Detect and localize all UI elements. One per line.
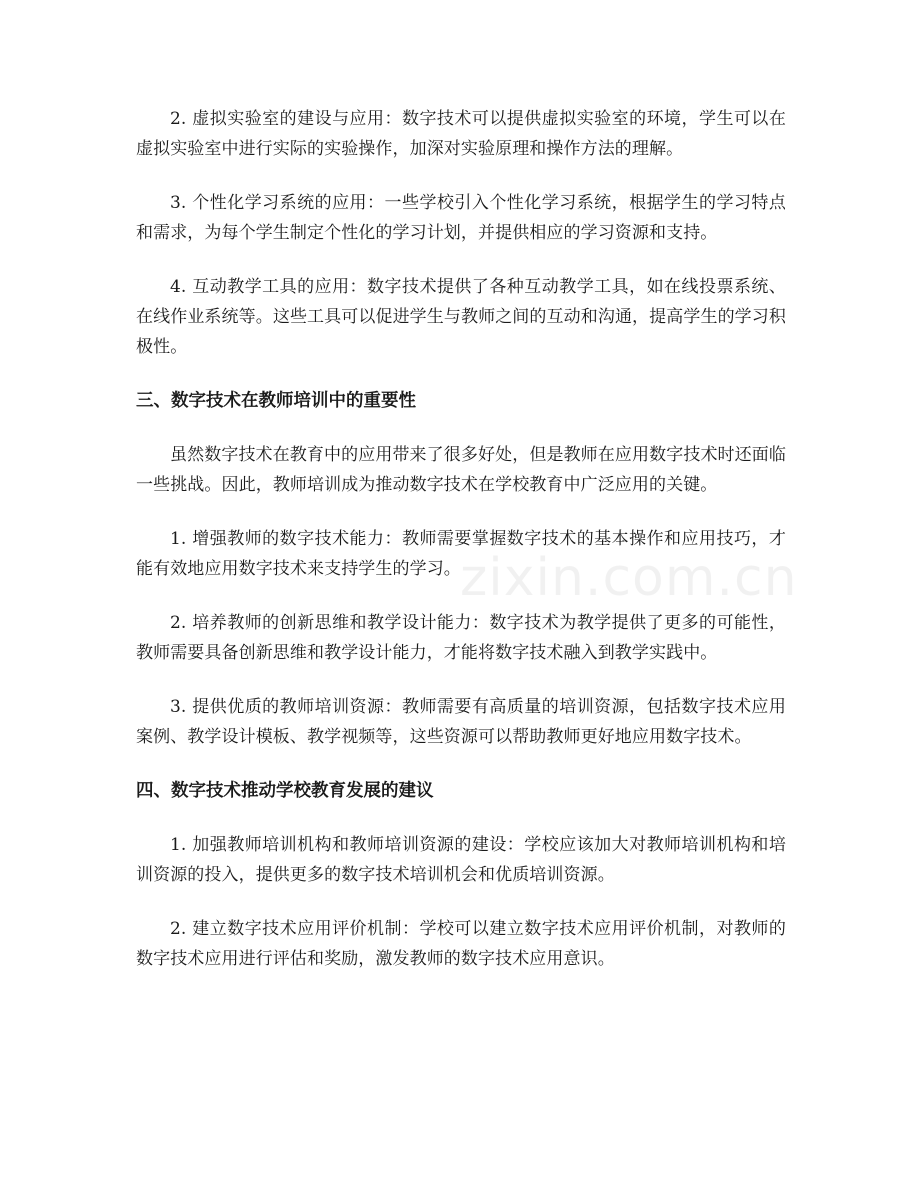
section-heading-suggestions: 四、数字技术推动学校教育发展的建议 <box>136 781 434 801</box>
list-item-digital-skills: 1. 增强教师的数字技术能力：教师需要掌握数字技术的基本操作和应用技巧，才能有效地应用数字技术来支持学生的学习。 <box>136 529 786 579</box>
list-item-innovative-thinking: 2. 培养教师的创新思维和教学设计能力：数字技术为教学提供了更多的可能性，教师需要具备创新思维和教学设计能力，才能将数字技术融入到教学实践中。 <box>136 613 786 663</box>
list-item-training-institutions: 1. 加强教师培训机构和教师培训资源的建设：学校应该加大对教师培训机构和培训资源的投入，提供更多的数字技术培训机会和优质培训资源。 <box>136 835 786 885</box>
list-item-evaluation-mechanism: 2. 建立数字技术应用评价机制：学校可以建立数字技术应用评价机制，对教师的数字技术应用进行评估和奖励，激发教师的数字技术应用意识。 <box>136 919 786 969</box>
document-body <box>136 104 786 998</box>
section-heading-teacher-training: 三、数字技术在教师培训中的重要性 <box>136 391 416 411</box>
list-item-virtual-lab: 2. 虚拟实验室的建设与应用：数字技术可以提供虚拟实验室的环境，学生可以在虚拟实验室中进行实际的实验操作，加深对实验原理和操作方法的理解。 <box>136 109 786 159</box>
list-item-training-resources: 3. 提供优质的教师培训资源：教师需要有高质量的培训资源，包括数字技术应用案例、教学设计模板、教学视频等，这些资源可以帮助教师更好地应用数字技术。 <box>136 697 786 747</box>
watermark: zixin.com.cn <box>460 548 798 608</box>
list-item-interactive-tools: 4. 互动教学工具的应用：数字技术提供了各种互动教学工具，如在线投票系统、在线作业系统等。这些工具可以促进学生与教师之间的互动和沟通，提高学生的学习积极性。 <box>136 277 786 357</box>
list-item-personalized-learning: 3. 个性化学习系统的应用：一些学校引入个性化学习系统，根据学生的学习特点和需求，为每个学生制定个性化的学习计划，并提供相应的学习资源和支持。 <box>136 193 786 243</box>
intro-paragraph: 虽然数字技术在教育中的应用带来了很多好处，但是教师在应用数字技术时还面临一些挑战。因此，教师培训成为推动数字技术在学校教育中广泛应用的关键。 <box>136 445 786 495</box>
